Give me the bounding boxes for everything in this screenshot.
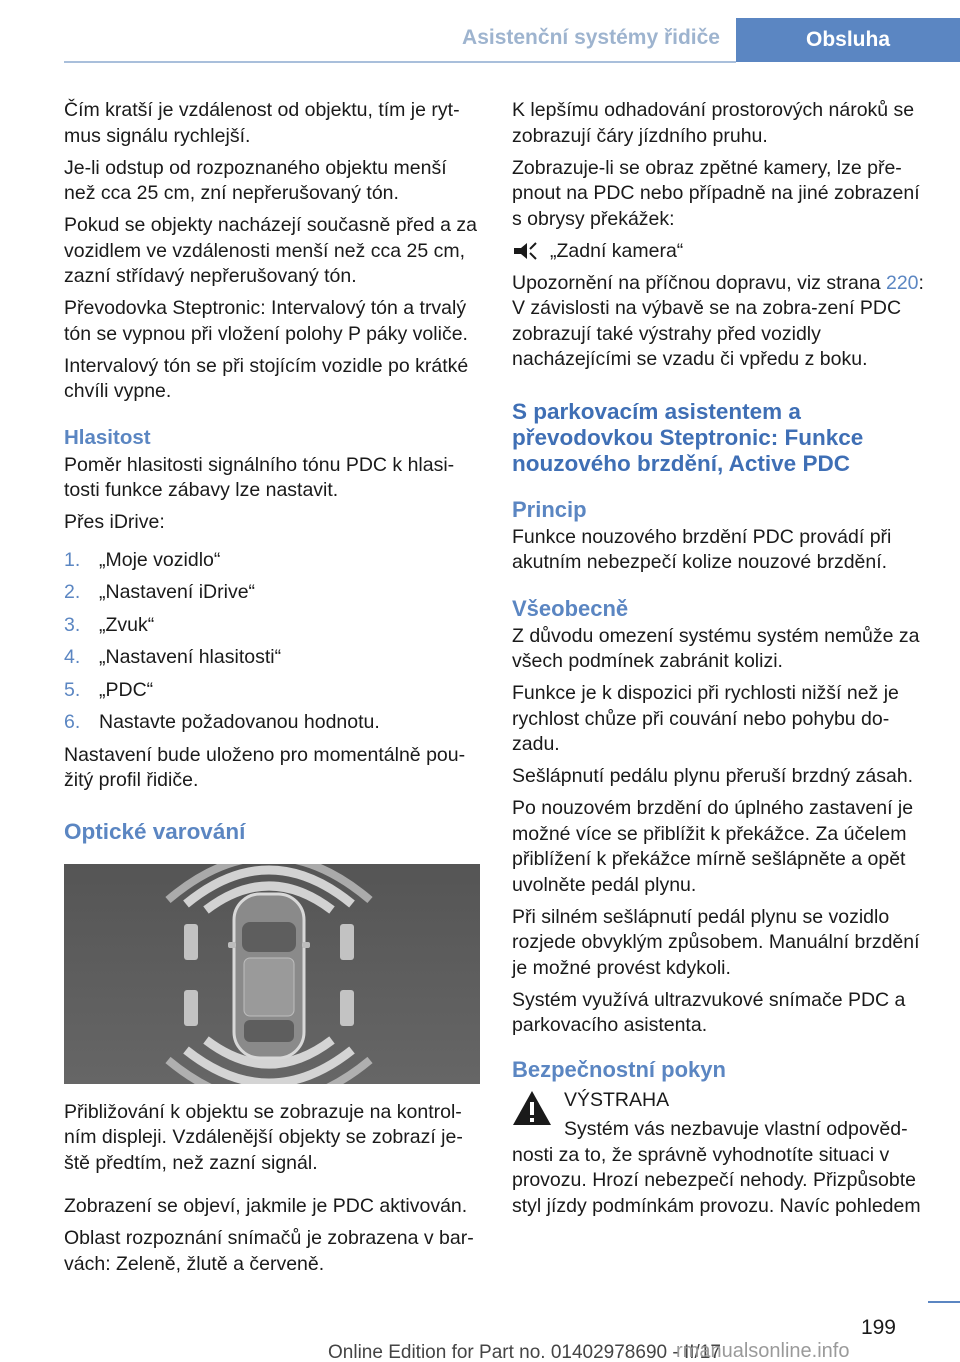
rear-camera-item: [512, 239, 928, 265]
paragraph: Je-li odstup od rozpoznaného objektu menší než cca 25 cm, zní nepřerušovaný tón.: [64, 156, 447, 204]
paragraph: Funkce nouzového brzdění PDC provádí při akutním nebezpečí kolize nouzové brzdění.: [512, 525, 892, 573]
breadcrumb: Asistenční systémy řidiče: [462, 26, 720, 49]
left-column: [64, 98, 480, 1284]
paragraph: Poměr hlasitosti signálního tónu PDC k hlasi-tosti funkce zábavy lze nastavit.: [64, 453, 455, 501]
list-item: [64, 580, 480, 606]
footer-rule: [928, 1301, 960, 1303]
camera-label: „Zadní kamera“: [550, 239, 684, 262]
step-number: 1.: [64, 548, 81, 571]
watermark: rmanualsonline.info: [676, 1340, 850, 1362]
list-item: [64, 678, 480, 704]
general-heading: Všeobecně: [512, 595, 629, 621]
step-text: „Nastavení hlasitosti“: [99, 646, 282, 668]
step-number: 3.: [64, 613, 81, 636]
warning-triangle-icon: [512, 1090, 552, 1126]
car-top-view-icon: [64, 864, 480, 1084]
step-text: Nastavte požadovanou hodnotu.: [99, 711, 380, 733]
step-text: „Nastavení iDrive“: [99, 581, 256, 603]
warning-box: [512, 1088, 928, 1220]
paragraph: [512, 271, 928, 373]
right-column: [512, 98, 928, 1219]
paragraph: Funkce je k dispozici při rychlosti nižší než je rychlost chůze při couvání nebo pohybu do-zadu.: [512, 682, 899, 755]
pdc-display-illustration: [64, 864, 480, 1084]
list-item: [64, 548, 480, 574]
optical-warning-heading: Optické varování: [64, 818, 246, 844]
list-item: [64, 613, 480, 639]
list-item: [64, 645, 480, 671]
step-number: 2.: [64, 581, 81, 603]
step-text: „Moje vozidlo“: [99, 548, 221, 571]
warning-title: VÝSTRAHA: [564, 1088, 670, 1111]
header-rule: [64, 61, 736, 63]
page-link[interactable]: 220: [885, 271, 919, 294]
paragraph: Po nouzovém brzdění do úplného zastavení je možné více se přiblížit k překážce. Za účelem přiblížení k překážce mírně sešlápněte a opět uvolněte pedál plynu.: [512, 797, 914, 896]
text-span: Upozornění na příčnou dopravu, viz strana: [512, 271, 886, 294]
paragraph: Zobrazuje-li se obraz zpětné kamery, lze pře-pnout na PDC nebo případně na jiné zobrazení s obrysy překážek:: [512, 156, 920, 230]
step-number: 5.: [64, 678, 81, 701]
volume-heading: Hlasitost: [64, 425, 151, 449]
section-tab: Obsluha: [736, 18, 960, 62]
paragraph: Přes iDrive:: [64, 511, 165, 533]
paragraph: Z důvodu omezení systému systém nemůže za všech podmínek zabránit kolizi.: [512, 624, 920, 672]
principle-heading: Princip: [512, 496, 587, 522]
safety-heading: Bezpečnostní pokyn: [512, 1056, 726, 1082]
steps-list: [64, 548, 480, 736]
figure-caption: Přibližování k objektu se zobrazuje na kontrol-ním displeji. Vzdálenější objekty se zobrazí je-ště předtím, než zazní signál.: [64, 1100, 463, 1174]
warning-text: Systém vás nezbavuje vlastní odpověd-nosti za to, že správně vyhodnotíte situaci v provozu. Hrozí nebezpečí nehody. Přizpůsobte styl jízdy podmínkám provozu. Navíc pohledem: [512, 1118, 921, 1217]
list-item: [64, 710, 480, 736]
edition-note: Online Edition for Part no. 01402978690 - II/17: [328, 1342, 721, 1362]
step-text: „PDC“: [99, 678, 154, 701]
paragraph: Intervalový tón se při stojícím vozidle po krátké chvíli vypne.: [64, 354, 469, 402]
paragraph: Sešlápnutí pedálu plynu přeruší brzdný zásah.: [512, 765, 914, 787]
paragraph: Při silném sešlápnutí pedál plynu se vozidlo rozjede obvyklým způsobem. Manuální brzdění je možné provést kdykoli.: [512, 905, 920, 979]
page-number: 199: [860, 1316, 896, 1339]
paragraph: K lepšímu odhadování prostorových nároků se zobrazují čáry jízdního pruhu.: [512, 99, 915, 147]
paragraph: Systém využívá ultrazvukové snímače PDC a parkovacího asistenta.: [512, 988, 906, 1036]
section-heading: S parkovacím asistentem a převodovkou Steptronic: Funkce nouzového brzdění, Active PDC: [512, 398, 864, 476]
camera-icon: [512, 240, 550, 262]
text-span: : V závislosti na výbavě se na zobra-zení PDC zobrazují také výstrahy před vozidly nacházejícími se vzadu či vpředu z boku.: [512, 271, 924, 370]
paragraph: Oblast rozpoznání snímačů je zobrazena v bar-vách: Zeleně, žlutě a červeně.: [64, 1227, 474, 1275]
paragraph: Nastavení bude uloženo pro momentálně pou-žitý profil řidiče.: [64, 743, 466, 791]
step-number: 6.: [64, 711, 81, 733]
step-number: 4.: [64, 646, 81, 668]
paragraph: Čím kratší je vzdálenost od objektu, tím je ryt-mus signálu rychlejší.: [64, 99, 460, 147]
step-text: „Zvuk“: [99, 613, 155, 636]
paragraph: Převodovka Steptronic: Intervalový tón a trvalý tón se vypnou při vložení polohy P páky voliče.: [64, 297, 468, 345]
paragraph: Pokud se objekty nacházejí současně před a za vozidlem ve vzdálenosti menší než cca 25 cm, zazní střídavý nepřerušovaný tón.: [64, 214, 478, 287]
paragraph: Zobrazení se objeví, jakmile je PDC aktivován.: [64, 1195, 468, 1217]
